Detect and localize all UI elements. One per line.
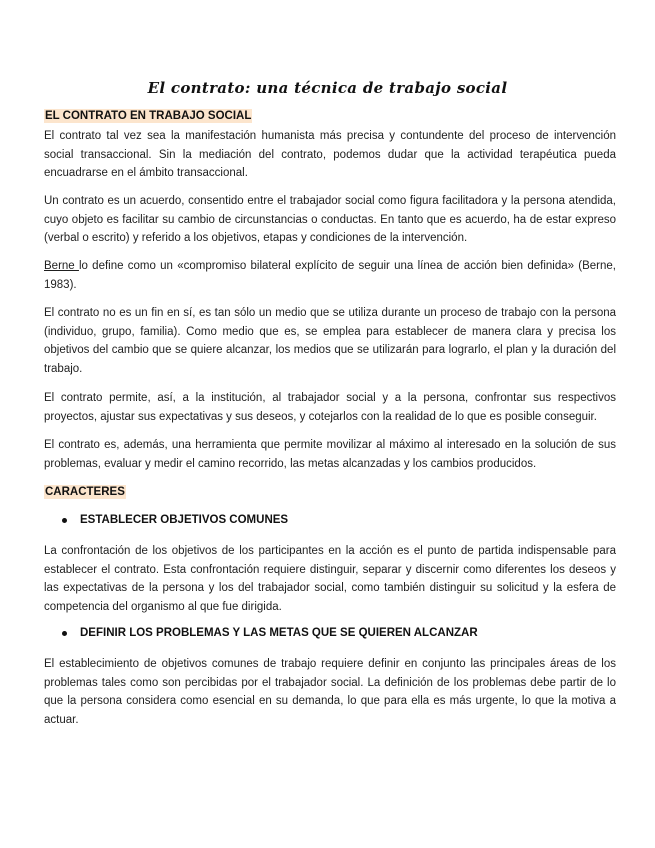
bullet-definir-problemas: [62, 627, 478, 639]
document-title: El contrato: una técnica de trabajo social: [147, 79, 508, 97]
paragraph-1: El contrato tal vez sea la manifestación humanista más precisa y contundente del proceso de intervención social transaccional. Sin la mediación del contrato, podemos dudar que la actividad terapéutica pueda encuadrarse en el ámbito transaccional.: [44, 130, 616, 180]
paragraph-6: El contrato es, además, una herramienta que permite movilizar al máximo al interesado en la solución de sus problemas, evaluar y medir el camino recorrido, las metas alcanzadas y los cambios producidos.: [44, 439, 616, 470]
paragraph-2: Un contrato es un acuerdo, consentido entre el trabajador social como figura facilitadora y la persona atendida, cuyo objeto es facilitar su cambio de circunstancias o conductas. En tanto que es acuerdo, ha de estar expreso (verbal o escrito) y referido a los objetivos, etapas y condiciones de la intervención.: [44, 195, 616, 245]
paragraph-4: El contrato no es un fin en sí, es tan sólo un medio que se utiliza durante un proceso de trabajo con la persona (individuo, grupo, familia). Como medio que es, se emplea para establecer de manera clara y precisa los objetivos del cambio que se quiere alcanzar, los medios que se utilizarán para lograrlo, el plan y la duración del trabajo.: [44, 307, 616, 376]
paragraph-5: El contrato permite, así, a la institución, al trabajador social y a la persona, confrontar sus respectivos proyectos, ajustar sus expectativas y sus deseos, y cotejarlos con la realidad de lo que es posible conseguir.: [44, 392, 616, 423]
section-heading-caracteres: [44, 486, 126, 498]
bullet-label: DEFINIR LOS PROBLEMAS Y LAS METAS QUE SE QUIEREN ALCANZAR: [80, 627, 478, 639]
section-heading-text: EL CONTRATO EN TRABAJO SOCIAL: [45, 110, 252, 122]
paragraph-3-text: lo define como un «compromiso bilateral explícito de seguir una línea de acción bien definida» (Berne, 1983).: [44, 260, 616, 291]
bullet-label: ESTABLECER OBJETIVOS COMUNES: [80, 514, 289, 526]
paragraph-bullet-2: El establecimiento de objetivos comunes de trabajo requiere definir en conjunto las principales áreas de los problemas tales como son percibidas por el trabajador social. La definición de los problemas debe partir de lo que la persona considera como esencial en su demanda, lo que para ella es más urgente, lo que la motiva a actuar.: [44, 658, 616, 727]
paragraph-3: [44, 257, 616, 294]
section-heading-text: CARACTERES: [45, 486, 125, 498]
section-heading-contrato: [44, 110, 252, 122]
bullet-dot-icon: [62, 518, 67, 523]
paragraph-bullet-1: La confrontación de los objetivos de los participantes en la acción es el punto de partida indispensable para establecer el contrato. Esta confrontación requiere distinguir, separar y discernir como diferentes los deseos y las expectativas de la persona y los del trabajador social, como también distinguir su solicitud y la esfera de competencia del organismo al que fue dirigida.: [44, 545, 616, 614]
bullet-dot-icon: [62, 631, 67, 636]
bullet-establecer-objetivos: [62, 514, 288, 526]
berne-link[interactable]: Berne: [44, 260, 79, 272]
